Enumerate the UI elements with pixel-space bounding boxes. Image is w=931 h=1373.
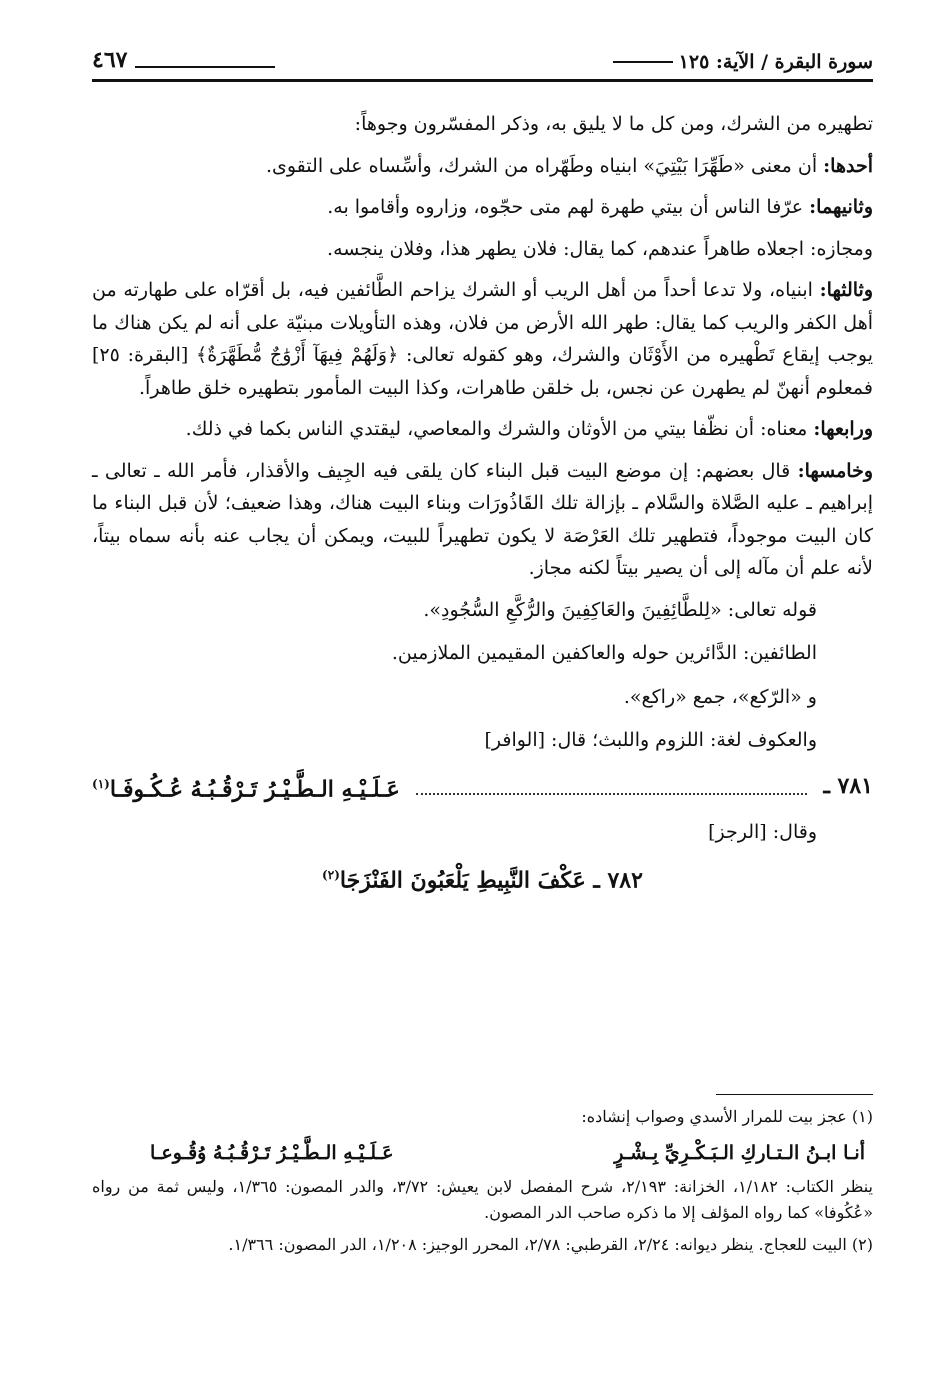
intro-text: تطهيره من الشرك، ومن كل ما لا يليق به، وذكر المفسّرون وجوهاً: (354, 113, 873, 135)
running-title (607, 51, 873, 73)
poem-text-781: عَـلَـيْـهِ الـطَّـيْـرُ تَـرْقُـبُـهُ عُـكُـوفَـا (109, 775, 400, 802)
header-rule-left (135, 66, 275, 68)
poem-hemistich-781 (92, 768, 400, 806)
footnote-1-verse (92, 1136, 873, 1174)
gloss-rukka-text: و «الرّكع»، جمع «راكع». (623, 685, 817, 708)
footnote-1-refs (92, 1174, 873, 1226)
second-view-text: عرّفا الناس أن بيتي طهرة لهم متى حجّوه، وزاروه وأقاموا به. (327, 196, 810, 218)
paragraph-intro (92, 108, 873, 141)
gloss-tawaif-text: الطائفين: الدَّائرين حوله والعاكفين المقيمين الملازمين. (391, 642, 817, 664)
fifth-view-label: وخامسها: (797, 459, 873, 482)
quoted-verse-text: قوله تعالى: «لِلطَّائِفِينَ والعَاكِفِينَ والرُّكَّعِ السُّجُودِ». (423, 598, 817, 621)
poem-text-782: ٧٨٢ ـ عَكْفَ النَّبِيطِ يَلْعَبُونَ الفَنْزَجَا (339, 867, 643, 894)
footnote-2 (92, 1232, 873, 1258)
paragraph-metaphor (92, 233, 873, 266)
page-number: ٤٦٧ (92, 47, 128, 73)
surah-ayah-label: سورة البقرة / الآية: ١٢٥ (678, 51, 873, 73)
header-rule (613, 61, 673, 63)
poem-line-781 (92, 768, 873, 806)
paragraph-first-view (92, 150, 873, 183)
third-view-text: ابنياه، ولا تدعا أحداً من أهل الريب أو الشرك يزاحم الطَّائفين فيه، بل أقرّاه على طهارته من أهل الكفر والريب كما يقال: طهر الله الأرض من فلان، وهذه التأويلات مبنيّة على أنه لم يكن هناك ما يوجب إيقاع تَطْهيره من الأَوْثَان والشرك، وهو كقوله تعالى: ﴿وَلَهُمْ فِيهَآ أَزْوَٰجٌ مُّطَهَّرَةٌ﴾ [البقرة: ٢٥] فمعلوم أنهنّ لم يطهرن عن نجس، بل خلقن طاهرات، وكذا البيت المأمور بتطهيره خلق طاهراً. (92, 279, 873, 399)
gloss-ukuf-text: والعكوف لغة: اللزوم واللبث؛ قال: [الوافر] (484, 729, 817, 751)
dotted-leader (416, 779, 808, 795)
footnote-1-refs-text: ينظر الكتاب: ١/١٨٢، الخزانة: ٢/١٩٣، شرح المفصل لابن يعيش: ٣/٧٢، والدر المصون: ١/٣٦٥، وليس ثمة من رواه «عُكُوفا» كما رواه المؤلف إلا ما ذكره صاحب الدر المصون. (92, 1177, 874, 1222)
first-view-label: أحدها: (823, 154, 873, 177)
poem-line-782 (92, 859, 873, 897)
main-text (92, 108, 873, 905)
gloss-ukuf (92, 724, 873, 757)
first-view-text: أن معنى «طَهِّرَا بَيْتِيَ» ابنياه وطَهّراه من الشرك، وأسِّساه على التقوى. (265, 154, 824, 177)
paragraph-third-view (92, 274, 873, 404)
paragraph-fourth-view (92, 413, 873, 446)
gloss-tawaif (92, 637, 873, 670)
footnote-marker-2[interactable]: (٢) (322, 868, 340, 882)
footnote-marker-1[interactable]: (١) (92, 776, 110, 791)
quote-verse (92, 594, 873, 627)
gloss-rukka (92, 681, 873, 714)
rajaz-intro-text: وقال: [الرجز] (708, 820, 817, 843)
footnote-1-second-hemistich: عَـلَـيْـهِ الـطَّـيْـرُ تَـرْقُـبُـهُ وُقُـوعـا (150, 1142, 394, 1164)
poem-number-781: ٧٨١ ـ (823, 773, 873, 800)
rajaz-intro (92, 816, 873, 849)
footnote-1-first-hemistich: أنـا ابـنُ الـتـاركِ الـبَـكْـرِيِّ بِـشْـرٍ (614, 1142, 865, 1164)
footnote-1-intro-text: (١) عجز بيت للمرار الأسدي وصواب إنشاده: (581, 1107, 873, 1126)
third-view-label: وثالثها: (819, 279, 873, 301)
second-view-label: وثانيهما: (809, 196, 873, 218)
footnote-1-intro (92, 1104, 873, 1130)
page-header (92, 38, 873, 82)
footnote-divider (716, 1094, 873, 1095)
metaphor-text: ومجازه: اجعلاه طاهراً عندهم، كما يقال: فلان يطهر هذا، وفلان ينجسه. (327, 237, 873, 260)
page-number-block (92, 47, 283, 73)
paragraph-second-view (92, 191, 873, 224)
fifth-view-text: قال بعضهم: إن موضع البيت قبل البناء كان يلقى فيه الجِيف والأقذار، فأمر الله ـ تعالى ـ إبراهيم ـ عليه الصَّلاة والسَّلام ـ بإزالة تلك القَاذُورَات وبناء البيت هناك، وهذا ضعيف؛ لأن قبل البناء ما كان البيت موجوداً، فتطهير تلك العَرْصَة لا يكون تطهيراً للبيت، ويمكن أن يجاب عنه بأنه سماه بيتاً، لأنه علم أن مآله إلى أن يصير بيتاً لكنه مجاز. (92, 459, 873, 579)
fourth-view-text: معناه: أن نظّفا بيتي من الأوثان والشرك والمعاصي، ليقتدي الناس بكما في ذلك. (185, 418, 814, 440)
footnotes (92, 1104, 873, 1264)
fourth-view-label: ورابعها: (813, 418, 873, 440)
footnote-2-text: (٢) البيت للعجاج. ينظر ديوانه: ٢/٢٤، القرطبي: ٢/٧٨، المحرر الوجيز: ١/٢٠٨، الدر المصون: ١/٣٦٦. (228, 1235, 873, 1254)
paragraph-fifth-view (92, 455, 873, 585)
